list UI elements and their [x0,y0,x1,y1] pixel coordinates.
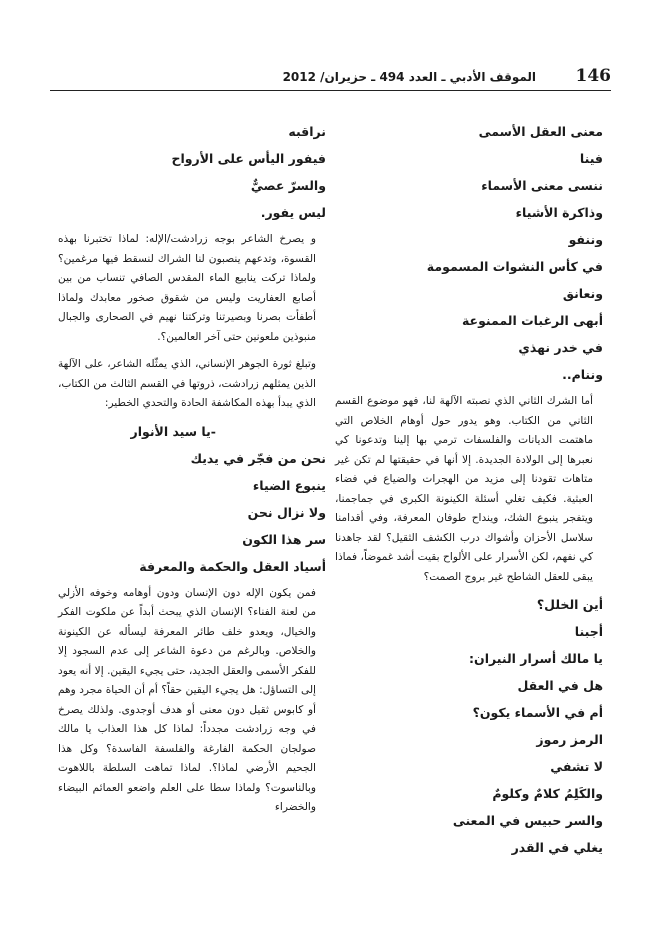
poem-block [335,591,603,861]
verse-line: معنى العقل الأسمى [478,124,603,139]
verse-line: ينبوع الضياء [252,477,326,493]
poem-block [58,118,326,226]
verse-line: في خدر نهذي [518,340,603,355]
verse-line: فيفور اليأس على الأرواح [171,151,326,166]
verse-line: وننفو [568,232,603,247]
verse-line: أجبنا [574,624,603,639]
verse-line: هل في العقل [517,678,603,693]
poem-block [58,418,326,580]
verse-line: ونعانق [562,286,603,301]
running-title: الموقف الأدبي ـ العدد 494 ـ حزيران/ 2012 [282,70,536,84]
right-column [335,118,603,861]
verse-line: أين الخلل؟ [536,597,603,612]
verse-line: في كأس النشوات المسمومة [426,259,603,274]
verse-line: أبهى الرغبات الممنوعة [461,313,603,328]
body-paragraph: أما الشرك الثاني الذي نصبته الآلهة لنا، فهو موضوع القسم الثاني من الكتاب. وهو يدور حول أوهام الخلاص التي ماهتمت الديانات والفلسفات ترمي بها إلينا وتدعونا كي نعبرها إلى الولادة الجديدة. إلا أنها في حقيقتها لم تكن غير متاهات تقودنا إلى مزيد من الهجرات والضياع في فضاء العبثية. فكيف تغلي أسئلة الكينونة الكبرى في جماجمنا، ويتفجر ينبوع الشك، وينداح طوفان المعرفة، وفي أقدامنا سلاسل الأحزان وأشواك درب الكشف الثقيل؟ لقد جاهدنا كي نفهم، لكن الأسرار على الألواح بقيت أشد غموضاً، فماذا يبقى للعقل الشاطح غير بروج الصمت؟ [335,395,593,583]
verse-line: أسياد العقل والحكمة والمعرفة [139,558,326,574]
verse-line: نحن من فجّر في يديك [190,450,326,466]
verse-line: الرمز رموز [536,732,603,747]
page-header [50,60,611,91]
poem-block [335,118,603,388]
body-paragraph: فمن يكون الإله دون الإنسان ودون أوهامه وخوفه الأزلي من لعنة الفناء؟ الإنسان الذي يبحث أبداً عن ملكوت الفكر والخيال، ويعدو خلف طائر المعرفة ليسأله عن الكينونة والخلاص. وبالرغم من دعوة الشاعر إلى عدم السجود إلا للفكر الأسمى والعقل الجديد، حتى يجيء اليقين. إلا أنه يعود إلى التساؤل: هل يجيء اليقين حقاً؟ أم أن الحياة مجرد وهم أو كابوس ثقيل دون معنى أو هدف أوجدوى. ولذلك يصرخ في وجه زرادشت مجدداً: لماذا كل هذا العذاب يا مالك صولجان الحكمة الفارغة والفلسفة الفاسدة؟ وكل هذا الجحيم الأرضي لماذا؟. لماذا تماهت السلطة باللاهوت وبالناسوت؟ ولماذا سطا على العلم واضعو العمائم البيضاء والخضراء [58,586,316,813]
verse-line: نراقبه [288,124,326,139]
body-paragraph: وتبلغ ثورة الجوهر الإنساني، الذي يمثّله الشاعر، على الآلهة الذين يمثلهم زرادشت، ذروتها في القسم الثالث من الكتاب، الذي يبدأ بهذه المكاشفة الحادة والتحدي الخطير: [58,358,316,409]
verse-line: وذاكرة الأشياء [515,205,603,220]
verse-line: ننسى معنى الأسماء [481,178,603,193]
verse-line: لا تشفي [550,759,603,774]
verse-line: يغلي في القدر [511,840,603,855]
verse-line: ليس يفور. [260,205,326,220]
verse-line: والكَلِمُ كلامٌ وكلومٌ [492,786,603,801]
left-column [58,118,326,818]
body-paragraph: و يصرخ الشاعر بوجه زرادشت/الإله: لماذا تختبرنا بهذه القسوة، وتدعهم ينصبون لنا الشراك لنسقط فيها مرغمين؟ ولماذا تركت ينابيع الماء المقدس الصافي تنساب من بين أصابع العفاريت وليس من شقوق صخور معابدك ولماذا أطفأت بصرنا وبصيرتنا وتركتنا نهيم في الصحارى والجبال منبوذين ملعونين حتى آخر العالمين؟. [58,233,316,343]
verse-line: ولا نزال نحن [247,504,326,520]
verse-line: وننام.. [562,367,603,382]
verse-line: فينا [579,151,603,166]
verse-line: والسرّ عصيٌّ [250,178,326,193]
verse-line: سر هذا الكون [242,531,326,547]
verse-line: يا مالك أسرار النيران: [469,651,603,666]
verse-line: والسر حبيس في المعنى [452,813,603,828]
verse-line: أم في الأسماء يكون؟ [472,705,603,720]
page-number: 146 [575,66,611,86]
verse-line: -يا سيد الأنوار [130,423,216,439]
